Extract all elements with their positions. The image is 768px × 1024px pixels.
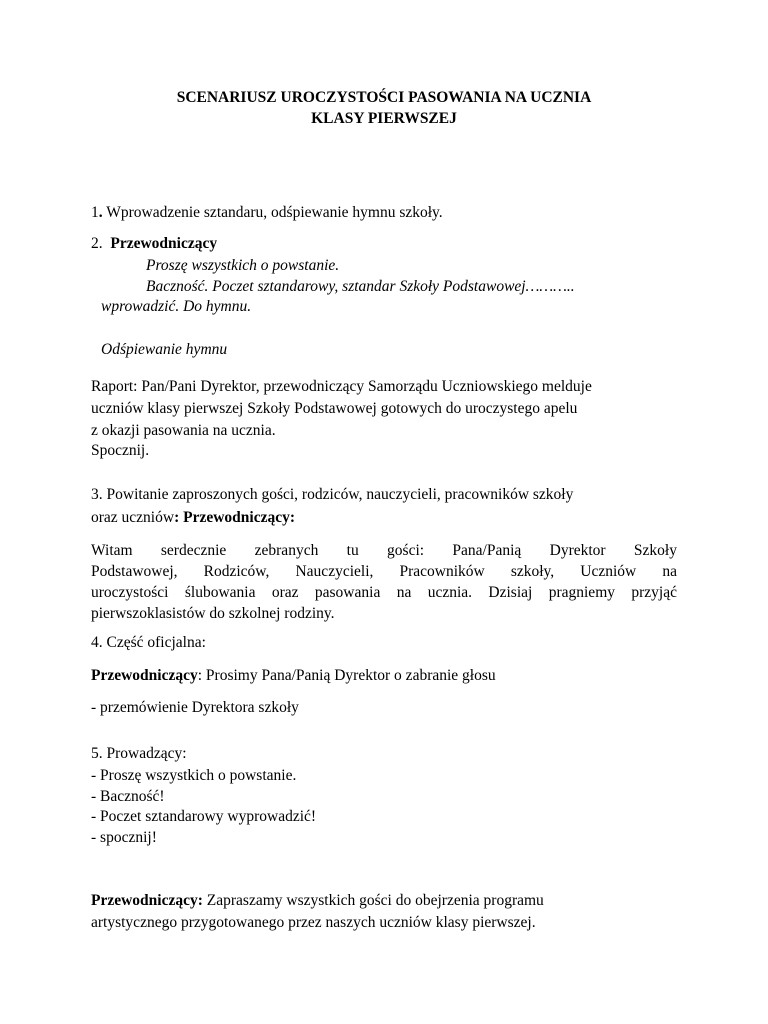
section5-heading: 5. Prowadzący: [91, 745, 187, 762]
section3-line1: 3. Powitanie zaproszonych gości, rodziców, nauczycieli, pracowników szkoły [91, 486, 574, 503]
closing-text1: Zapraszamy wszystkich gości do obejrzenia programu [202, 892, 544, 909]
section3-line2 [91, 508, 295, 528]
section2-line3: wprowadzić. Do hymnu. [101, 298, 252, 315]
section4-speaker: Przewodniczący [91, 667, 198, 684]
raport-line4: Spocznij. [91, 442, 150, 459]
document-title-line1: SCENARIUSZ UROCZYSTOŚCI PASOWANIA NA UCZNIA [176, 89, 592, 106]
section3-para-line4: pierwszoklasistów do szkolnej rodziny. [91, 605, 335, 622]
section2-line2: Baczność. Poczet sztandarowy, sztandar Szkoły Podstawowej……….. [146, 278, 575, 295]
section4-speech-line [91, 666, 496, 686]
section1-text: Wprowadzenie sztandaru, odśpiewanie hymnu szkoły. [102, 204, 443, 221]
section1-number: 1 [91, 204, 99, 221]
section3-speaker: : Przewodniczący: [174, 509, 295, 526]
raport-line2: uczniów klasy pierwszej Szkoły Podstawowej gotowych do uroczystego apelu [91, 400, 578, 417]
section4-item: - przemówienie Dyrektora szkoły [91, 699, 299, 716]
closing-line1 [91, 891, 544, 911]
section5-item-4: - spocznij! [91, 829, 157, 846]
closing-speaker: Przewodniczący: [91, 892, 203, 909]
section3-line2-prefix: oraz uczniów [91, 509, 175, 526]
section2-number: 2. [91, 235, 103, 252]
section5-item-1: - Proszę wszystkich o powstanie. [91, 767, 297, 784]
raport-line3: z okazji pasowania na ucznia. [91, 422, 276, 439]
section2-line1: Proszę wszystkich o powstanie. [146, 257, 340, 274]
raport-line1: Raport: Pan/Pani Dyrektor, przewodniczący Samorządu Uczniowskiego melduje [91, 378, 592, 395]
section5-item-2: - Baczność! [91, 788, 165, 805]
section4-speech: : Prosimy Pana/Panią Dyrektor o zabranie głosu [197, 667, 496, 684]
section3-para-line1: Witam serdecznie zebranych tu gości: Pana/Panią Dyrektor Szkoły [91, 542, 677, 559]
section1-dot: . [98, 204, 103, 221]
section2-speaker: Przewodniczący [110, 235, 218, 252]
closing-line2: artystycznego przygotowanego przez naszych uczniów klasy pierwszej. [91, 914, 536, 931]
document-title-line2: KLASY PIERWSZEJ [311, 110, 457, 127]
section4-heading: 4. Część oficjalna: [91, 634, 206, 651]
section2-header [91, 234, 217, 254]
section2-anthem: Odśpiewanie hymnu [101, 341, 228, 358]
section5-item-3: - Poczet sztandarowy wyprowadzić! [91, 808, 317, 825]
section1-line [91, 203, 443, 223]
section3-para-line2: Podstawowej, Rodziców, Nauczycieli, Pracowników szkoły, Uczniów na [91, 563, 677, 580]
section3-para-line3: uroczystości ślubowania oraz pasowania na ucznia. Dzisiaj pragniemy przyjąć [91, 584, 677, 601]
